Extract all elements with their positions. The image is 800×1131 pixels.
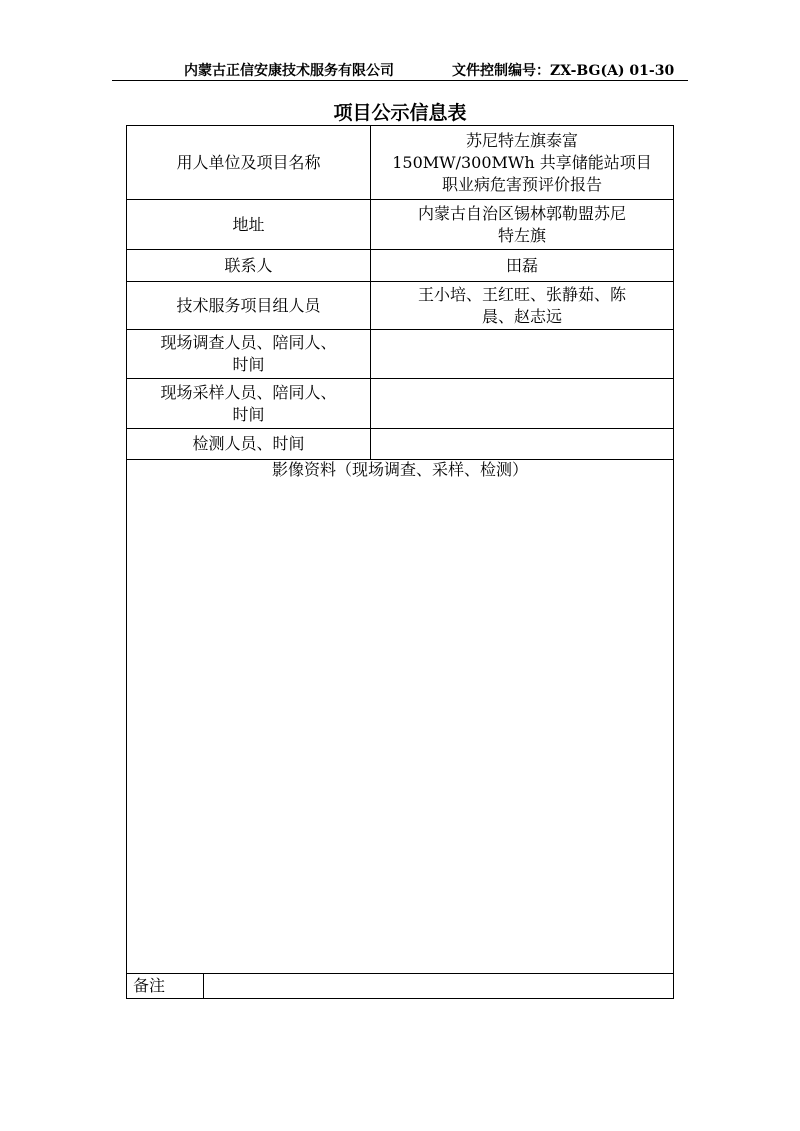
table-row-employer-project [127,126,674,200]
document-header [112,60,688,80]
address-line-2: 特左旗 [497,225,546,245]
photo-records-cell [127,460,674,974]
table-row-remarks [127,974,674,999]
project-info-table [126,125,674,974]
table-row-testing [127,429,674,460]
survey-label-line-2: 时间 [232,355,265,374]
survey-label-line-1: 现场调查人员、陪同人、 [160,333,337,352]
table-row-photos [127,460,674,974]
address-value [371,200,674,250]
remarks-table [126,973,674,999]
team-value [371,282,674,330]
employer-project-line-2: 150MW/300MWh 共享储能站项目 [392,152,652,172]
sampling-label-line-1: 现场采样人员、陪同人、 [160,382,337,402]
contact-label: 联系人 [127,250,371,282]
sampling-label [127,379,371,429]
team-line-1: 王小培、王红旺、张静茹、陈 [417,284,626,304]
header-rule [112,80,688,81]
employer-project-line-3: 职业病危害预评价报告 [441,174,602,194]
sampling-label-line-2: 时间 [232,404,265,424]
contact-value: 田磊 [371,250,674,282]
testing-label: 检测人员、时间 [127,429,371,460]
employer-project-value [371,126,674,200]
address-label: 地址 [127,200,371,250]
address-line-1: 内蒙古自治区锡林郭勒盟苏尼 [417,203,626,223]
file-control-number: 文件控制编号：ZX-BG(A) 01-30 [452,63,675,79]
photo-records-label: 影像资料（现场调查、采样、检测） [271,460,528,479]
company-name: 内蒙古正信安康技术服务有限公司 [184,63,394,79]
table-row-survey [127,330,674,379]
employer-project-label: 用人单位及项目名称 [127,126,371,200]
table-row-address [127,200,674,250]
team-label: 技术服务项目组人员 [127,282,371,330]
table-row-team [127,282,674,330]
employer-project-line-1: 苏尼特左旗泰富 [465,130,578,150]
sampling-value [371,379,674,429]
survey-label [127,330,371,379]
remarks-value [204,974,674,999]
team-line-2: 晨、赵志远 [481,306,562,326]
remarks-label: 备注 [127,974,204,999]
testing-value [371,429,674,460]
table-row-contact [127,250,674,282]
page-title: 项目公示信息表 [333,102,467,124]
table-row-sampling [127,379,674,429]
survey-value [371,330,674,379]
